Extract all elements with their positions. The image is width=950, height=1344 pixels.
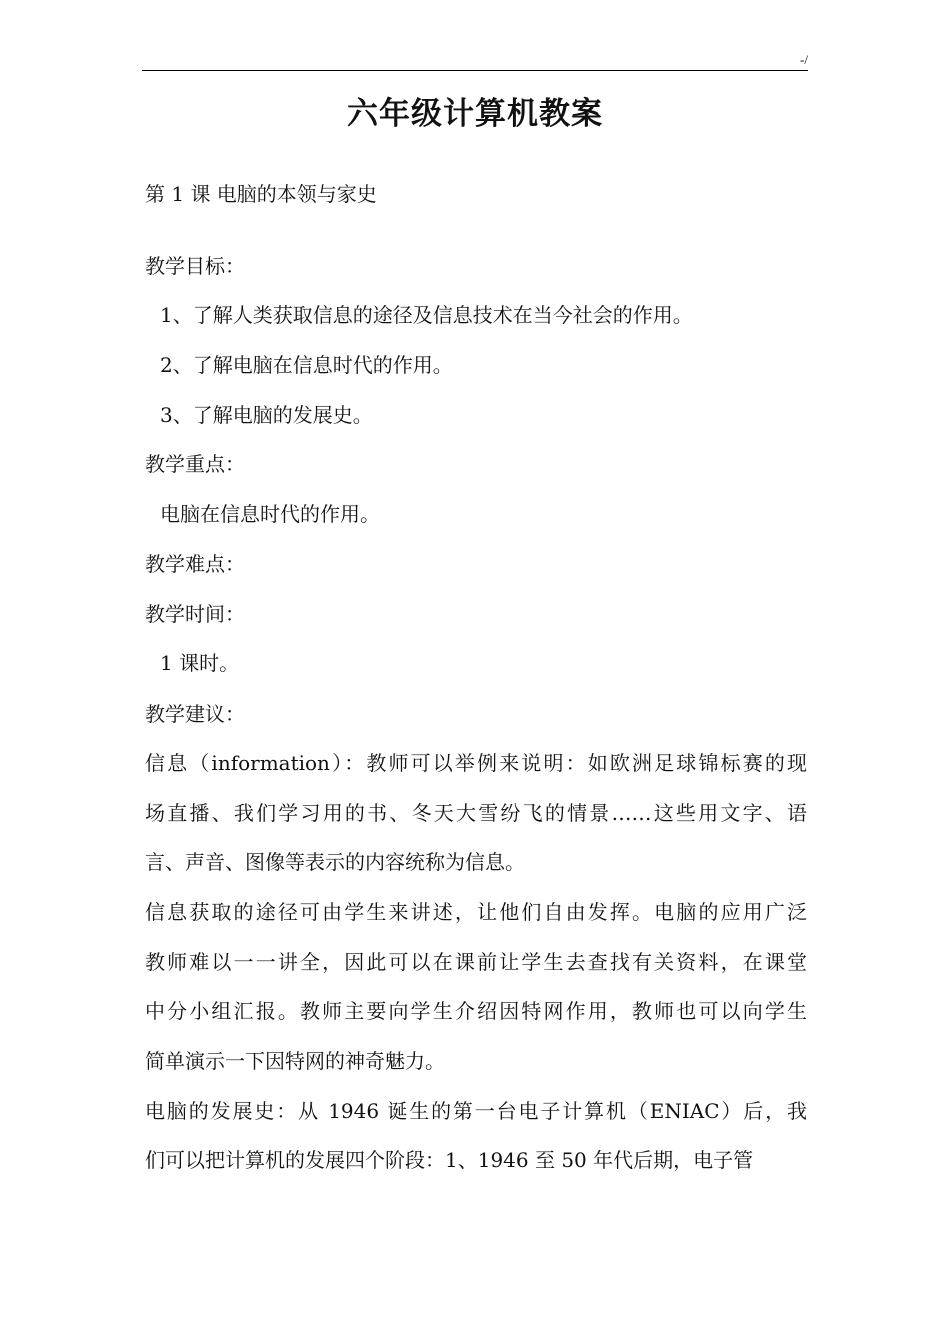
paragraph-line: 信息获取的途径可由学生来讲述，让他们自由发挥。电脑的应用广泛 xyxy=(145,900,807,924)
objective-item: 3、了解电脑的发展史。 xyxy=(160,403,373,427)
objectives-heading: 教学目标： xyxy=(145,254,245,278)
key-points-text: 电脑在信息时代的作用。 xyxy=(160,502,380,526)
time-text: 1 课时。 xyxy=(160,651,240,675)
objective-item: 2、了解电脑在信息时代的作用。 xyxy=(160,353,453,377)
header-mark: -/ xyxy=(800,52,808,67)
paragraph-line: 简单演示一下因特网的神奇魅力。 xyxy=(145,1049,445,1073)
paragraph-line: 中分小组汇报。教师主要向学生介绍因特网作用，教师也可以向学生 xyxy=(145,999,807,1023)
paragraph-line: 电脑的发展史：从 1946 诞生的第一台电子计算机（ENIAC）后，我 xyxy=(145,1099,807,1123)
time-heading: 教学时间： xyxy=(145,602,245,626)
objective-item: 1、了解人类获取信息的途径及信息技术在当今社会的作用。 xyxy=(160,303,693,327)
paragraph-line: 信息（information）：教师可以举例来说明：如欧洲足球锦标赛的现 xyxy=(145,751,807,775)
header-rule xyxy=(142,70,808,71)
paragraph-line: 场直播、我们学习用的书、冬天大雪纷飞的情景……这些用文字、语 xyxy=(145,801,807,825)
document-title: 六年级计算机教案 xyxy=(347,96,603,132)
paragraph-line: 教师难以一一讲全，因此可以在课前让学生去查找有关资料，在课堂 xyxy=(145,950,807,974)
paragraph-line: 们可以把计算机的发展四个阶段：1、1946 至 50 年代后期，电子管 xyxy=(145,1148,754,1172)
suggestions-heading: 教学建议： xyxy=(145,702,245,726)
paragraph-line: 言、声音、图像等表示的内容统称为信息。 xyxy=(145,850,525,874)
key-points-heading: 教学重点： xyxy=(145,452,245,476)
lesson-title: 第 1 课 电脑的本领与家史 xyxy=(145,182,377,206)
difficulties-heading: 教学难点： xyxy=(145,552,245,576)
